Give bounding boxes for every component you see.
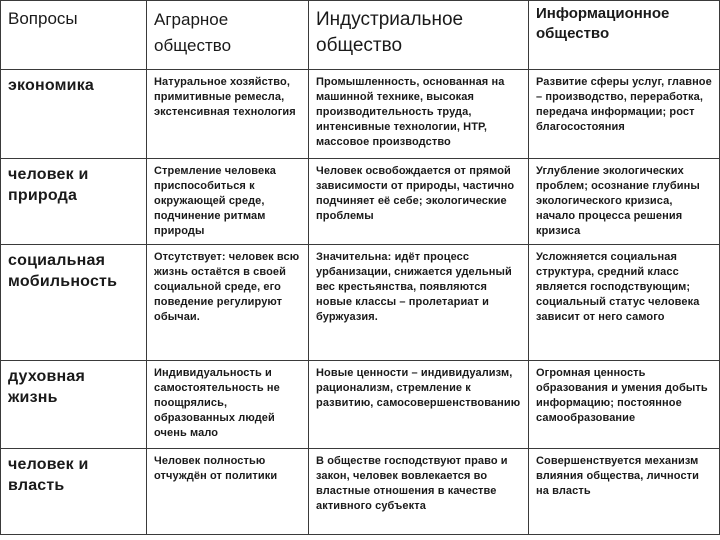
table-row <box>1 70 720 159</box>
table-row <box>1 361 720 449</box>
cell-agrarian: Индивидуальность и самостоятельность не поощрялись, образованных людей очень мало <box>147 361 309 449</box>
cell-informational: Совершенствуется механизм влияния общества, личности на власть <box>529 449 720 535</box>
cell-informational: Углубление экологических проблем; осознание глубины экологического кризиса, начало процесса решения кризиса <box>529 159 720 245</box>
cell-industrial: Значительна: идёт процесс урбанизации, снижается удельный вес крестьянства, появляются новые классы – пролетариат и буржуазия. <box>309 245 529 361</box>
cell-industrial: Новые ценности – индивидуализм, рационализм, стремление к развитию, самосовершенствованию <box>309 361 529 449</box>
cell-industrial: В обществе господствуют право и закон, человек вовлекается во властные отношения в качестве активного субъекта <box>309 449 529 535</box>
cell-informational: Огромная ценность образования и умения добыть информацию; постоянное самообразование <box>529 361 720 449</box>
header-informational: Информационное общество <box>529 1 720 70</box>
header-row <box>1 1 720 70</box>
row-label-spiritual: духовная жизнь <box>1 361 147 449</box>
table-row <box>1 245 720 361</box>
row-label-nature: человек и природа <box>1 159 147 245</box>
header-agrarian: Аграрное общество <box>147 1 309 70</box>
cell-agrarian: Отсутствует: человек всю жизнь остаётся в своей социальной среде, его поведение регулируют обычаи. <box>147 245 309 361</box>
cell-industrial: Промышленность, основанная на машинной технике, высокая производительность труда, интенсивные технологии, НТР, массовое производство <box>309 70 529 159</box>
row-label-power: человек и власть <box>1 449 147 535</box>
cell-industrial: Человек освобождается от прямой зависимости от природы, частично подчиняет её себе; экологические проблемы <box>309 159 529 245</box>
table-row <box>1 449 720 535</box>
header-questions: Вопросы <box>1 1 147 70</box>
cell-informational: Усложняется социальная структура, средний класс является господствующим; социальный статус человека зависит от него самого <box>529 245 720 361</box>
row-label-economy: экономика <box>1 70 147 159</box>
cell-agrarian: Стремление человека приспособиться к окружающей среде, подчинение ритмам природы <box>147 159 309 245</box>
cell-agrarian: Натуральное хозяйство, примитивные ремесла, экстенсивная технология <box>147 70 309 159</box>
cell-informational: Развитие сферы услуг, главное – производство, переработка, передача информации; рост благосостояния <box>529 70 720 159</box>
row-label-mobility: социальная мобильность <box>1 245 147 361</box>
cell-agrarian: Человек полностью отчуждён от политики <box>147 449 309 535</box>
table-row <box>1 159 720 245</box>
header-industrial: Индустриальное общество <box>309 1 529 70</box>
